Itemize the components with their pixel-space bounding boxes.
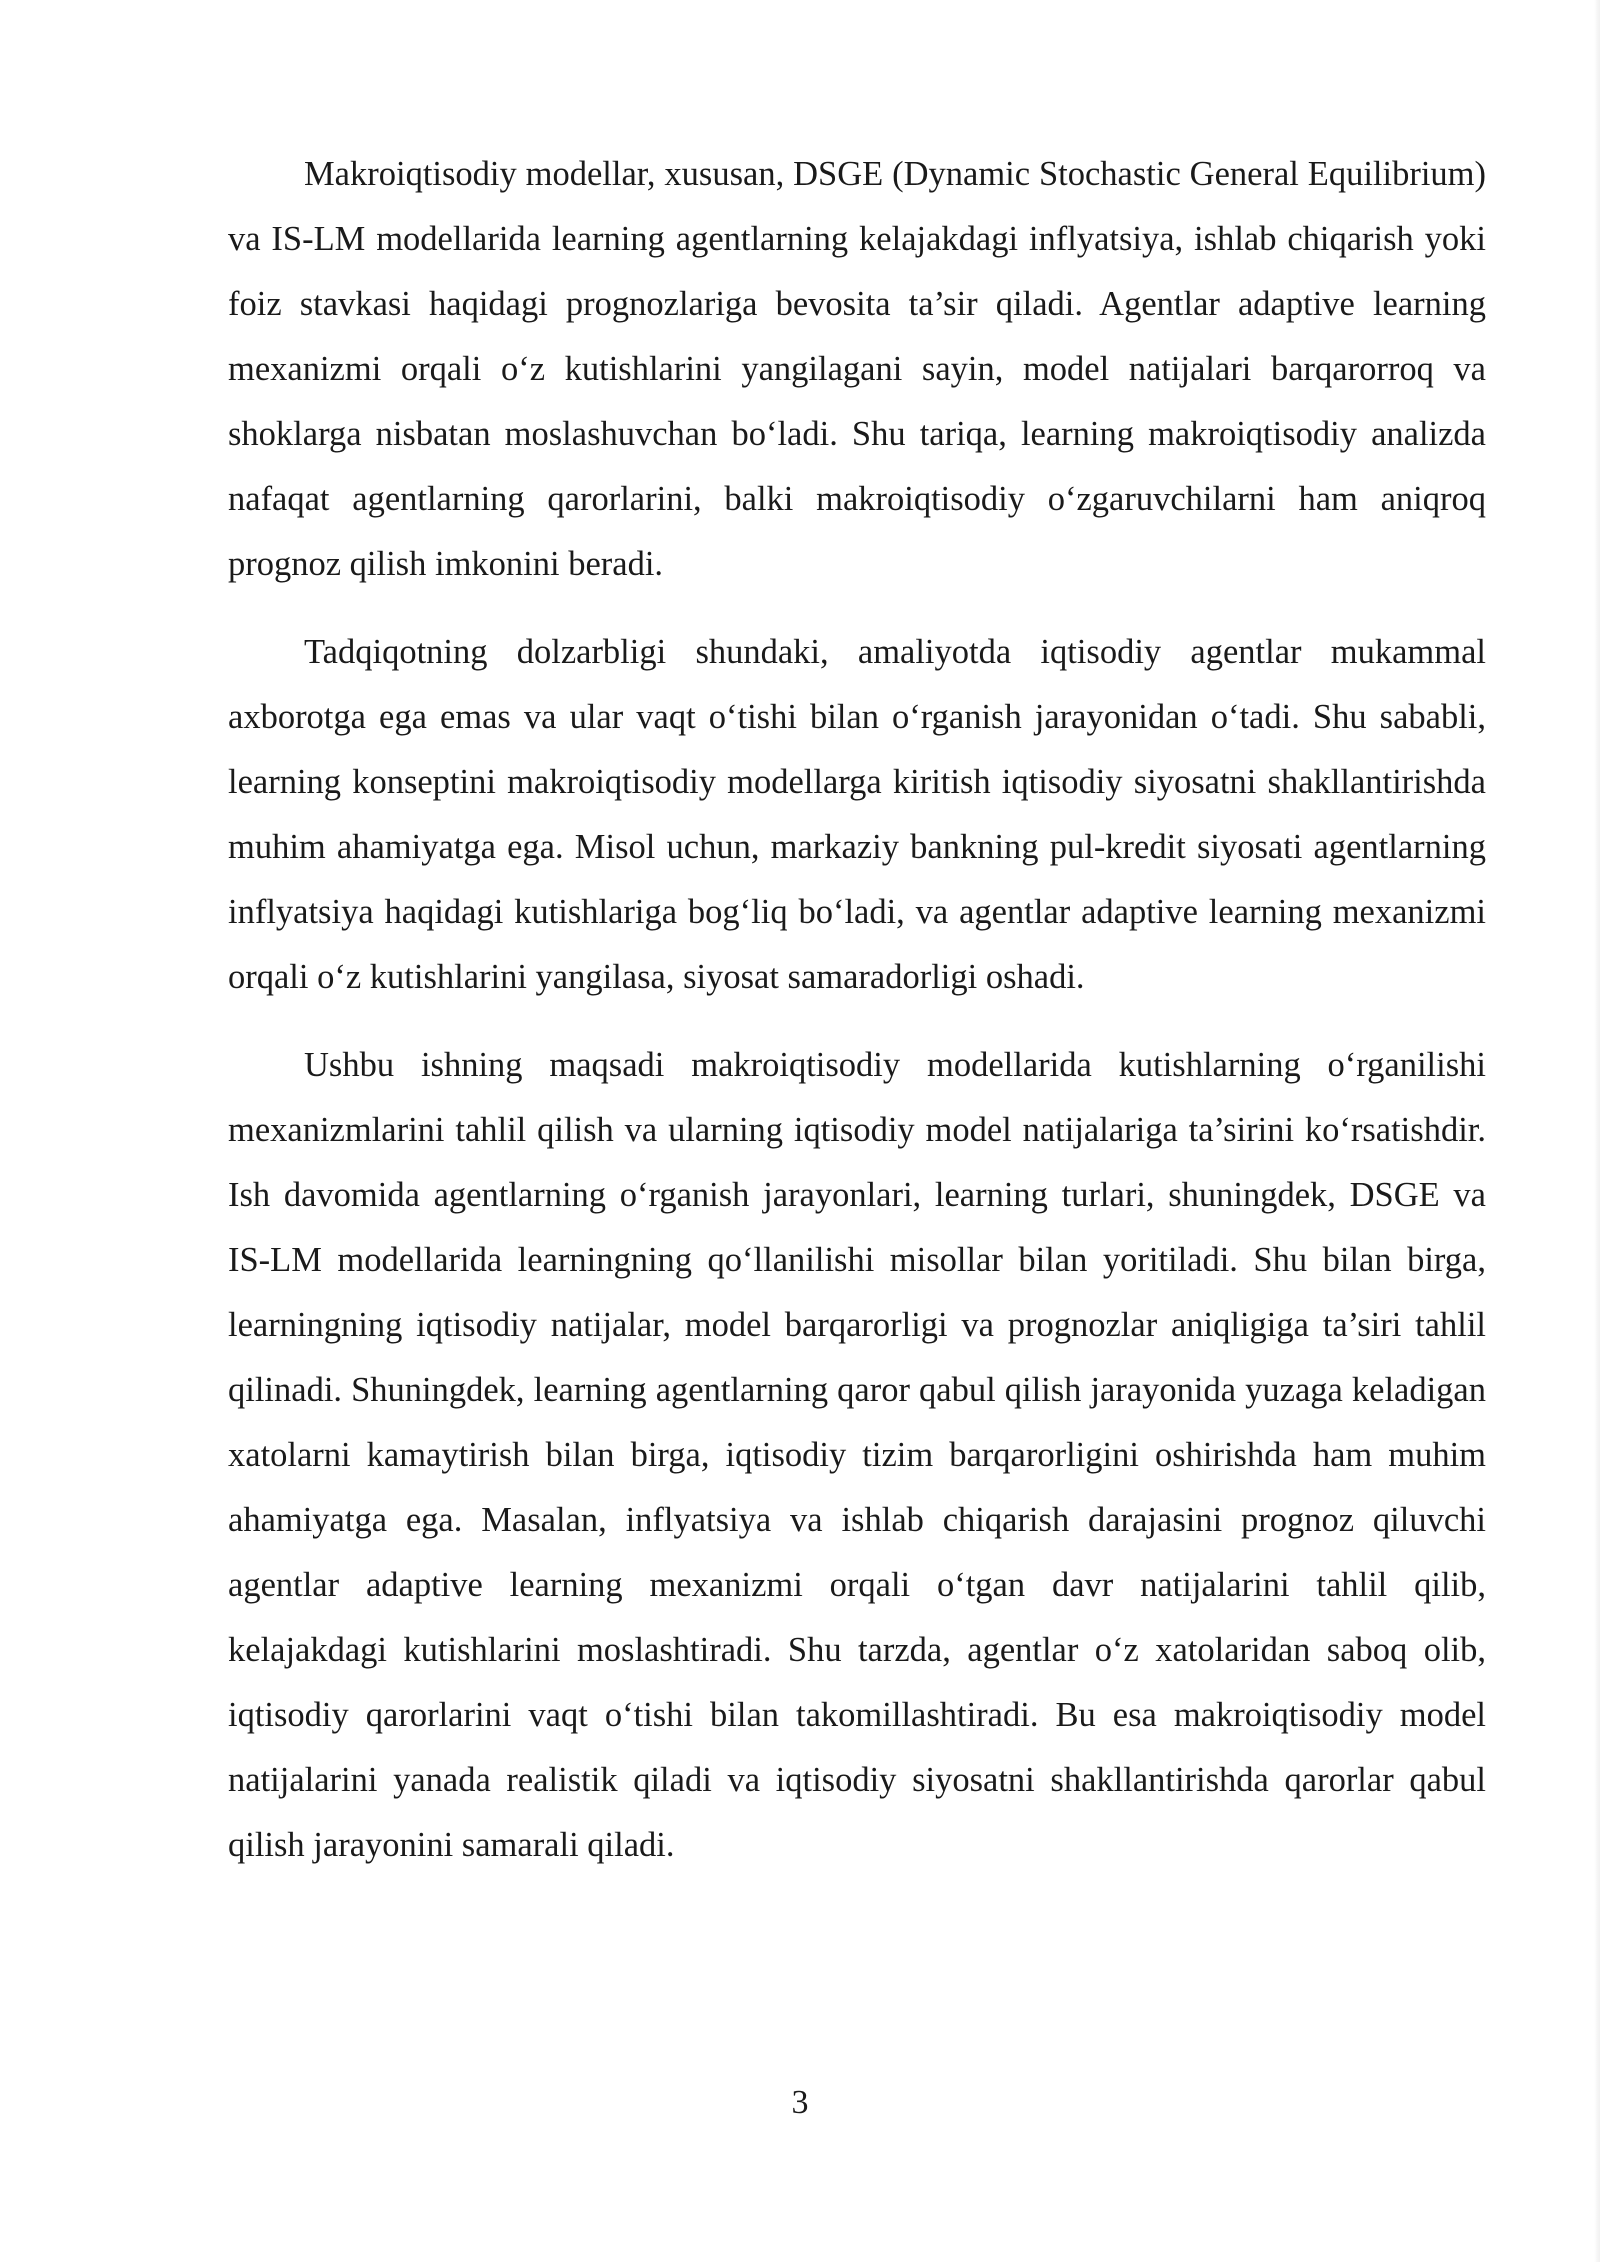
page-number: 3	[791, 2084, 809, 2121]
paragraph-2: Tadqiqotning dolzarbligi shundaki, amaliyotda iqtisodiy agentlar mukammal axborotga ega emas va ular vaqt o‘tishi bilan o‘rganish jarayonidan o‘tadi. Shu sababli, learning konseptini makroiqtisodiy modellarga kiritish iqtisodiy siyosatni shakllantirishda muhim ahamiyatga ega. Misol uchun, markaziy bankning pul-kredit siyosati agentlarning inflyatsiya haqidagi kutishlariga bog‘liq bo‘ladi, va agentlar adaptive learning mexanizmi orqali o‘z kutishlarini yangilasa, siyosat samaradorligi oshadi.	[228, 633, 1486, 996]
paragraph-3: Ushbu ishning maqsadi makroiqtisodiy modellarida kutishlarning o‘rganilishi mexanizmlarini tahlil qilish va ularning iqtisodiy model natijalariga ta’sirini ko‘rsatishdir. Ish davomida agentlarning o‘rganish jarayonlari, learning turlari, shuningdek, DSGE va IS-LM modellarida learningning qo‘llanilishi misollar bilan yoritiladi. Shu bilan birga, learningning iqtisodiy natijalar, model barqarorligi va prognozlar aniqligiga ta’siri tahlil qilinadi. Shuningdek, learning agentlarning qaror qabul qilish jarayonida yuzaga keladigan xatolarni kamaytirish bilan birga, iqtisodiy tizim barqarorligini oshirishda ham muhim ahamiyatga ega. Masalan, inflyatsiya va ishlab chiqarish darajasini prognoz qiluvchi agentlar adaptive learning mexanizmi orqali o‘tgan davr natijalarini tahlil qilib, kelajakdagi kutishlarini moslashtiradi. Shu tarzda, agentlar o‘z xatolaridan saboq olib, iqtisodiy qarorlarini vaqt o‘tishi bilan takomillashtiradi. Bu esa makroiqtisodiy model natijalarini yanada realistik qiladi va iqtisodiy siyosatni shakllantirishda qarorlar qabul qilish jarayonini samarali qiladi.	[228, 1046, 1486, 1864]
document-body	[228, 142, 1486, 1878]
paragraph-1: Makroiqtisodiy modellar, xususan, DSGE (Dynamic Stochastic General Equilibrium) va IS-LM modellarida learning agentlarning kelajakdagi inflyatsiya, ishlab chiqarish yoki foiz stavkasi haqidagi prognozlariga bevosita ta’sir qiladi. Agentlar adaptive learning mexanizmi orqali o‘z kutishlarini yangilagani sayin, model natijalari barqarorroq va shoklarga nisbatan moslashuvchan bo‘ladi. Shu tariqa, learning makroiqtisodiy analizda nafaqat agentlarning qarorlarini, balki makroiqtisodiy o‘zgaruvchilarni ham aniqroq prognoz qilish imkonini beradi.	[228, 155, 1486, 583]
page-edge-shadow	[1594, 0, 1600, 2262]
